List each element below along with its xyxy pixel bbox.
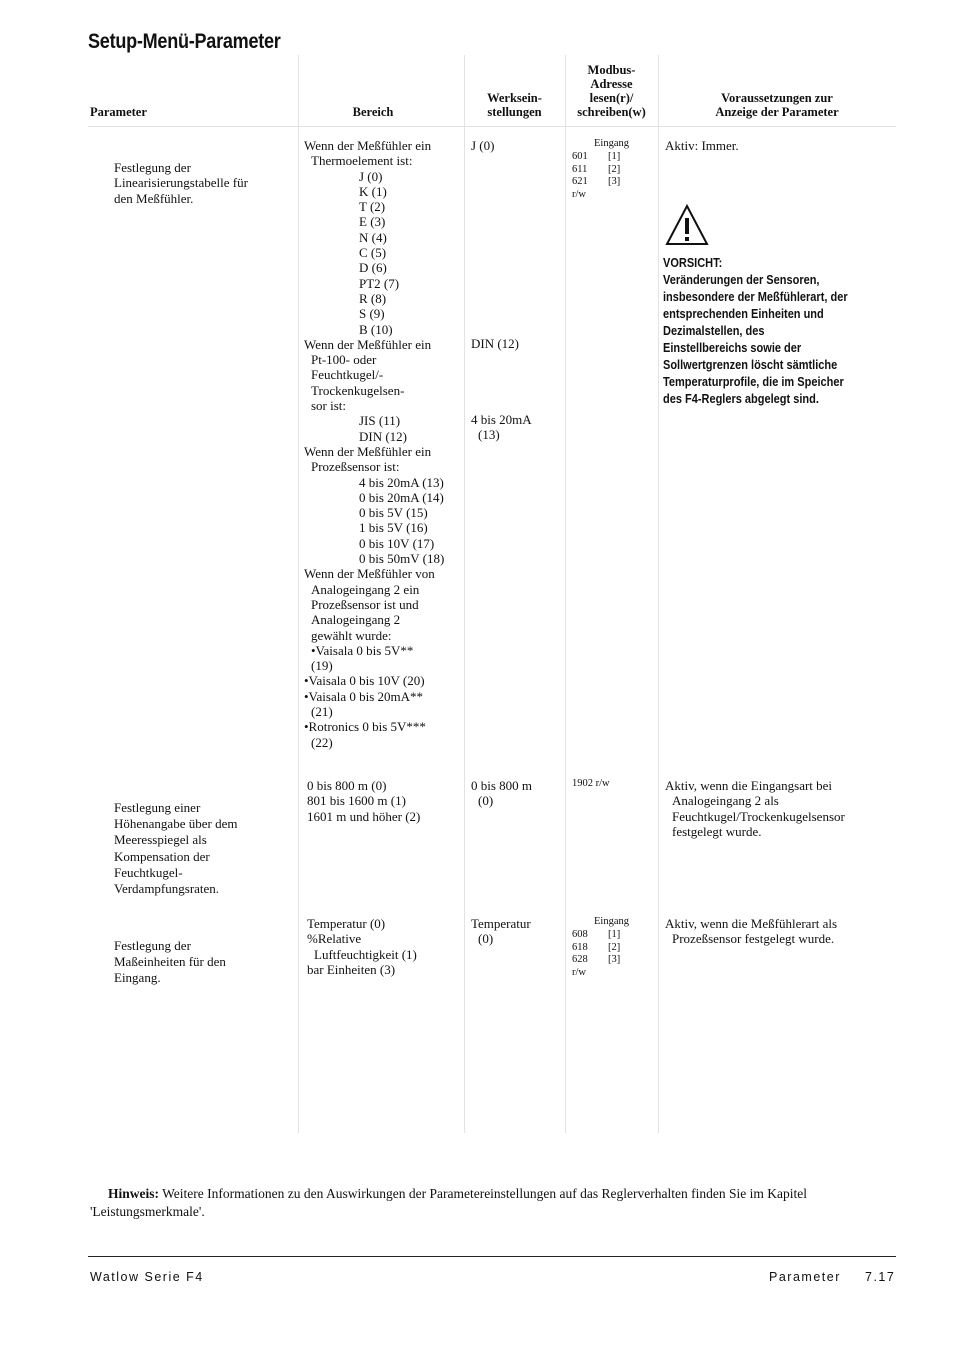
bereich-line: DIN (12) bbox=[359, 428, 408, 444]
row2-voraussetzung: Aktiv, wenn die Eingangsart bei Analogeingang 2 als Feuchtkugel/Trockenkugelsensor festgelegt wurde. bbox=[665, 778, 845, 839]
bereich-line: B (10) bbox=[359, 321, 393, 337]
bereich-line: Wenn der Meßfühler ein bbox=[304, 336, 432, 352]
bereich-line: JIS (11) bbox=[359, 413, 401, 429]
warning-title: VORSICHT: bbox=[663, 256, 723, 270]
page-title: Setup-Menü-Parameter bbox=[88, 30, 281, 53]
footer-rule bbox=[88, 1256, 896, 1257]
warning-triangle-icon bbox=[665, 204, 709, 246]
bereich-line: N (4) bbox=[359, 229, 387, 245]
bereich-line: E (3) bbox=[359, 214, 386, 230]
footer-page-number: 7.17 bbox=[865, 1270, 896, 1284]
werk-value: J (0) bbox=[471, 138, 495, 153]
bereich-line: 4 bis 20mA (13) bbox=[359, 474, 444, 490]
header-modbus: Modbus- Adresse lesen(r)/ schreiben(w) bbox=[577, 63, 646, 119]
note-paragraph bbox=[90, 1185, 890, 1221]
footer-left: Watlow Serie F4 bbox=[90, 1270, 204, 1284]
werk-value: DIN (12) bbox=[471, 336, 520, 351]
warning-block: VORSICHT: Veränderungen der Sensoren, insbesondere der Meßfühlerart, der entsprechenden Einheiten und Dezimalstellen, des Einstellbereichs sowie der Sollwertgrenzen löscht sämtliche Temperaturprofile, die im Speicher des F4-Reglers abgelegt sind. bbox=[663, 255, 874, 408]
bereich-line: Pt-100- oder bbox=[311, 352, 377, 368]
bereich-line: (21) bbox=[311, 703, 333, 719]
row2-modbus: 1902 r/w bbox=[572, 778, 610, 789]
bereich-line: •Vaisala 0 bis 5V** bbox=[311, 642, 414, 658]
bereich-line: S (9) bbox=[359, 306, 385, 322]
bereich-line: •Vaisala 0 bis 20mA** bbox=[304, 688, 424, 704]
footer-section: Parameter bbox=[769, 1270, 841, 1284]
bereich-line: •Vaisala 0 bis 10V (20) bbox=[304, 673, 425, 689]
row3-voraussetzung: Aktiv, wenn die Meßfühlerart als Prozeßsensor festgelegt wurde. bbox=[665, 916, 838, 947]
bereich-line: C (5) bbox=[359, 245, 387, 261]
bereich-line: 0 bis 5V (15) bbox=[359, 505, 428, 521]
column-divider bbox=[464, 55, 465, 1133]
row3-parameter: Festlegung der Maßeinheiten für den Eingang. bbox=[114, 938, 226, 986]
row1-voraussetzung: Aktiv: Immer. bbox=[665, 138, 739, 153]
column-divider bbox=[565, 55, 566, 1133]
header-parameter: Parameter bbox=[90, 105, 147, 119]
bereich-line: Trockenkugelsen- bbox=[311, 382, 405, 398]
row1-modbus: Eingang 601 [1] 611 [2] 621 [3] r/w bbox=[572, 138, 629, 201]
bereich-line: Prozeßsensor ist und bbox=[311, 596, 419, 612]
column-divider bbox=[298, 55, 299, 1133]
row2-werkseinstellung: 0 bis 800 m (0) bbox=[471, 778, 533, 809]
row2-parameter: Festlegung einer Höhenangabe über dem Meeresspiegel als Kompensation der Feuchtkugel- Verdampfungsraten. bbox=[114, 800, 238, 897]
bereich-line: K (1) bbox=[359, 183, 387, 199]
row1-parameter: Festlegung der Linearisierungstabelle für den Meßfühler. bbox=[114, 160, 248, 206]
bereich-line: D (6) bbox=[359, 260, 387, 276]
note-label: Hinweis: bbox=[108, 1186, 160, 1201]
bereich-line: PT2 (7) bbox=[359, 275, 400, 291]
row3-bereich: Temperatur (0) %Relative Luftfeuchtigkeit (1) bar Einheiten (3) bbox=[307, 916, 417, 977]
bereich-line: 0 bis 10V (17) bbox=[359, 535, 435, 551]
header-voraussetzungen: Voraussetzungen zur Anzeige der Parameter bbox=[715, 91, 839, 119]
bereich-line: Wenn der Meßfühler ein bbox=[304, 138, 432, 153]
bereich-line: T (2) bbox=[359, 199, 386, 215]
bereich-line: Analogeingang 2 ein bbox=[311, 581, 420, 597]
bereich-line: 0 bis 20mA (14) bbox=[359, 489, 444, 505]
bereich-line: R (8) bbox=[359, 290, 387, 306]
row3-modbus: Eingang 608 [1] 618 [2] 628 [3] r/w bbox=[572, 916, 629, 979]
header-bereich: Bereich bbox=[352, 105, 394, 119]
bereich-line: gewählt wurde: bbox=[311, 627, 392, 643]
bereich-line: Thermoelement ist: bbox=[311, 153, 413, 169]
bereich-line: Wenn der Meßfühler von bbox=[304, 566, 435, 582]
bereich-line: sor ist: bbox=[311, 398, 347, 414]
bereich-line: Feuchtkugel/- bbox=[311, 367, 384, 383]
bereich-line: •Rotronics 0 bis 5V*** bbox=[304, 719, 426, 735]
bereich-line: 1 bis 5V (16) bbox=[359, 520, 428, 536]
row1-bereich bbox=[304, 138, 464, 750]
column-divider bbox=[658, 55, 659, 1133]
bereich-line: 0 bis 50mV (18) bbox=[359, 551, 445, 567]
header-divider bbox=[88, 126, 896, 127]
werk-value: (13) bbox=[478, 427, 500, 442]
row3-werkseinstellung: Temperatur (0) bbox=[471, 916, 531, 947]
bereich-line: Wenn der Meßfühler ein bbox=[304, 443, 432, 459]
werk-value: 4 bis 20mA bbox=[471, 412, 532, 427]
bereich-line: Analogeingang 2 bbox=[311, 612, 401, 628]
bereich-line: Prozeßsensor ist: bbox=[311, 459, 400, 475]
note-text: Weitere Informationen zu den Auswirkungen der Parametereinstellungen auf das Reglerverhalten finden Sie im Kapitel 'Leistungsmerkmale'. bbox=[90, 1186, 807, 1219]
header-werkseinstellungen: Werksein- stellungen bbox=[487, 91, 542, 119]
bereich-line: J (0) bbox=[359, 168, 383, 184]
bereich-line: (19) bbox=[311, 658, 333, 674]
row2-bereich: 0 bis 800 m (0) 801 bis 1600 m (1) 1601 m und höher (2) bbox=[307, 778, 421, 824]
bereich-line: (22) bbox=[311, 734, 333, 750]
